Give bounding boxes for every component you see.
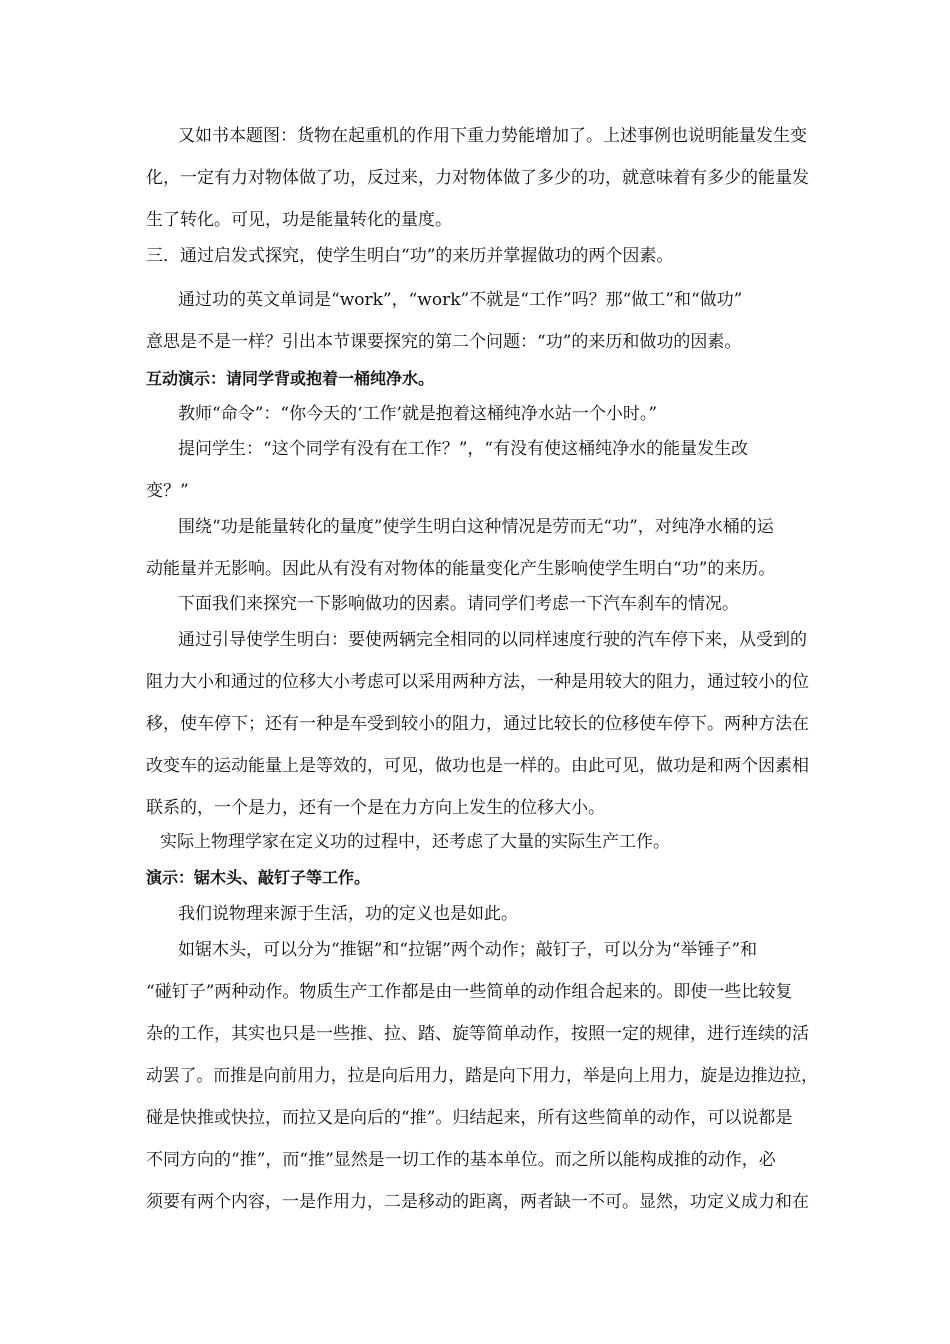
paragraph-line: 实际上物理学家在定义功的过程中，还考虑了大量的实际生产工作。 xyxy=(160,832,670,852)
paragraph-line: 又如书本题图：货物在起重机的作用下重力势能增加了。上述事例也说明能量发生变 xyxy=(178,126,807,146)
paragraph-line: 杂的工作，其实也只是一些推、拉、踏、旋等简单动作，按照一定的规律，进行连续的活 xyxy=(146,1024,809,1044)
paragraph-line: 提问学生：“这个同学有没有在工作？”，“有没有使这桶纯净水的能量发生改 xyxy=(178,439,749,459)
paragraph-line: 碰是快推或快拉，而拉又是向后的“推”。归结起来，所有这些简单的动作，可以说都是 xyxy=(146,1108,793,1128)
paragraph-line: 我们说物理来源于生活，功的定义也是如此。 xyxy=(178,904,518,924)
paragraph-line: 阻力大小和通过的位移大小考虑可以采用两种方法，一种是用较大的阻力，通过较小的位 xyxy=(146,672,809,692)
paragraph-line: 下面我们来探究一下影响做功的因素。请同学们考虑一下汽车刹车的情况。 xyxy=(178,594,739,614)
paragraph-line: 如锯木头，可以分为“推锯”和“拉锯”两个动作；敲钉子，可以分为“举锤子”和 xyxy=(178,940,758,960)
demo-heading: 互动演示：请同学背或抱着一桶纯净水。 xyxy=(146,369,435,388)
paragraph-line: 意思是不是一样？引出本节课要探究的第二个问题：“功”的来历和做功的因素。 xyxy=(146,332,742,352)
paragraph-line: 动能量并无影响。因此从有没有对物体的能量变化产生影响使学生明白“功”的来历。 xyxy=(146,559,776,579)
paragraph-line: 联系的，一个是力，还有一个是在力方向上发生的位移大小。 xyxy=(146,798,605,818)
paragraph-line: 改变车的运动能量上是等效的，可见，做功也是一样的。由此可见，做功是和两个因素相 xyxy=(146,756,809,776)
paragraph-line: 围绕“功是能量转化的量度”使学生明白这种情况是劳而无“功”，对纯净水桶的运 xyxy=(178,517,774,537)
paragraph-line: 化，一定有力对物体做了功，反过来，力对物体做了多少的功，就意味着有多少的能量发 xyxy=(146,168,809,188)
paragraph-line: 通过功的英文单词是“work”，“work”不就是“工作”吗？那“做工”和“做功” xyxy=(178,290,743,310)
paragraph-line: 移，使车停下；还有一种是车受到较小的阻力，通过比较长的位移使车停下。两种方法在 xyxy=(146,714,809,734)
paragraph-line: 不同方向的“推”，而“推”显然是一切工作的基本单位。而之所以能构成推的动作，必 xyxy=(146,1150,776,1170)
paragraph-line: “碰钉子”两种动作。物质生产工作都是由一些简单的动作组合起来的。即使一些比较复 xyxy=(146,982,793,1002)
demo-heading: 演示：锯木头、敲钉子等工作。 xyxy=(146,868,371,887)
section-heading: 三．通过启发式探究，使学生明白“功”的来历并掌握做功的两个因素。 xyxy=(146,246,674,266)
paragraph-line: 变？” xyxy=(146,481,189,501)
paragraph-line: 生了转化。可见，功是能量转化的量度。 xyxy=(146,210,452,230)
paragraph-line: 动罢了。而推是向前用力，拉是向后用力，踏是向下用力，举是向上用力，旋是边推边拉， xyxy=(146,1066,818,1086)
paragraph-line: 通过引导使学生明白：要使两辆完全相同的以同样速度行驶的汽车停下来，从受到的 xyxy=(178,630,807,650)
paragraph-line: 须要有两个内容，一是作用力，二是移动的距离，两者缺一不可。显然，功定义成力和在 xyxy=(146,1192,809,1212)
paragraph-line: 教师“命令”：“你今天的‘工作’就是抱着这桶纯净水站一个小时。” xyxy=(178,404,658,424)
